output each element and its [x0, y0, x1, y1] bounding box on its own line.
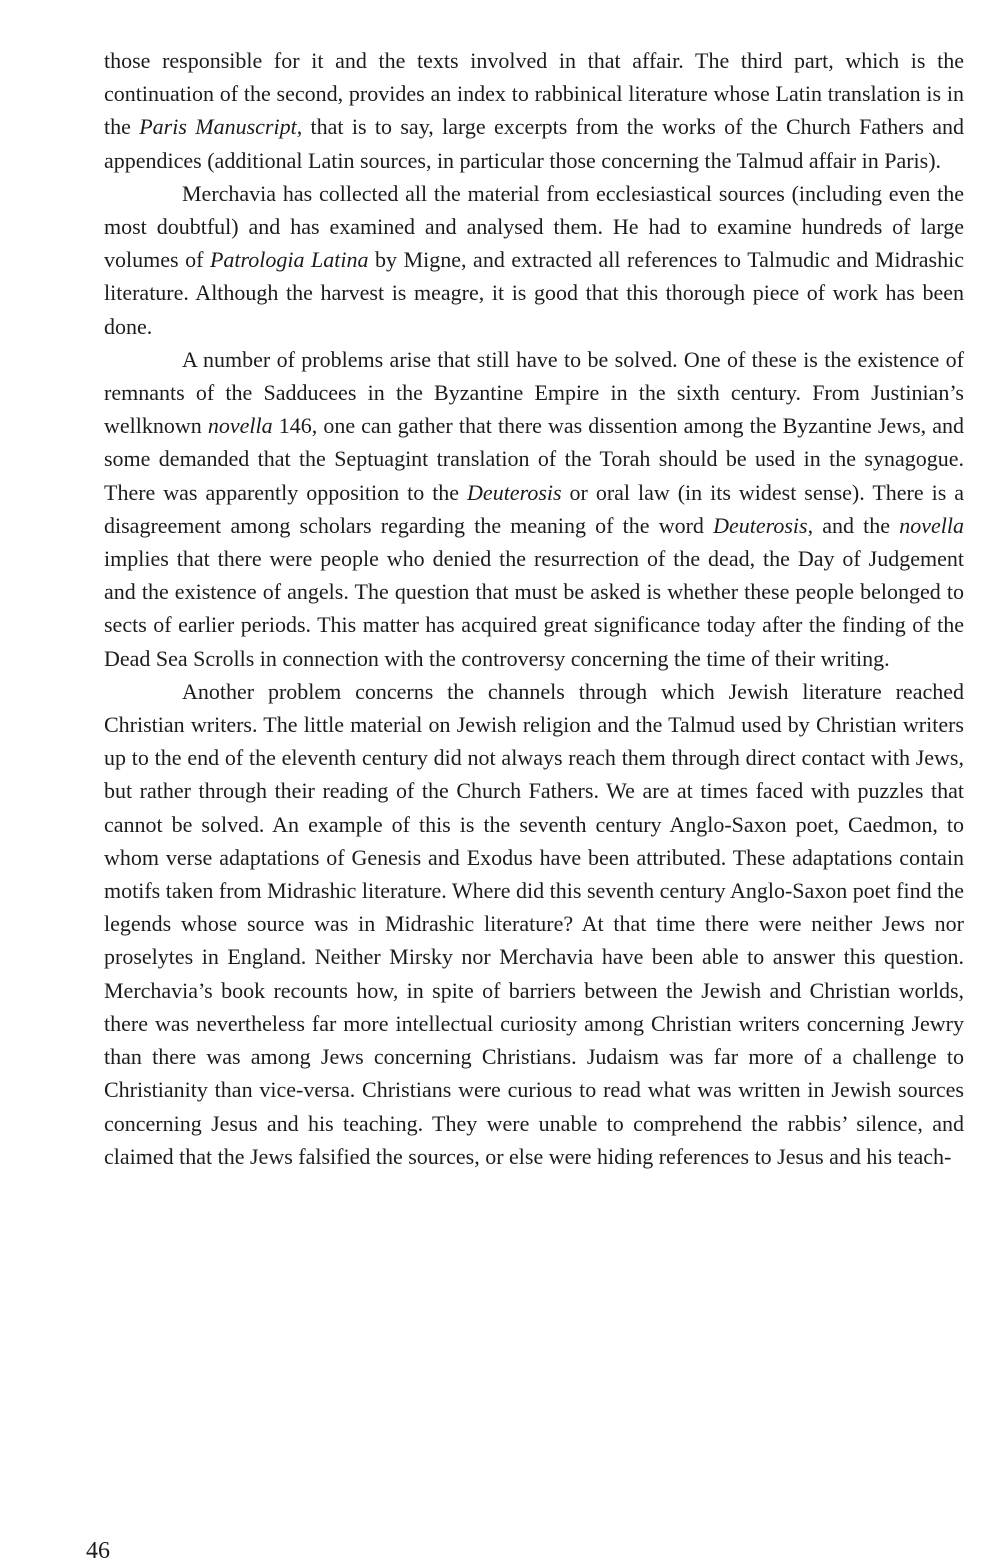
text-run: implies that there were people who denied the resurrection of the dead, the Day of Judgement and the existence of angels. The question that must be asked is whether these people belonged to sects of earlier periods. This matter has acquired great significance today after the finding of the Dead Sea Scrolls in connection with the controversy concerning the time of their writing.	[104, 546, 964, 671]
text-run: Merchavia has collected all the material from ecclesiastical sources (including even the most doubtful) and has examined and analysed them. He had to examine hundreds of large volumes of	[104, 180, 964, 273]
italic-term: novella	[899, 512, 964, 538]
text-run: 146, one can gather that there was dissention among the Byzantine Jews, and some demanded that the Septuagint translation of the Torah should be used in the synagogue. There was apparently opposition to the	[104, 413, 964, 505]
text-run: A number of problems arise that still have to be solved. One of these is the existence of remnants of the Sadducees in the Byzantine Empire in the sixth century. From Justinian’s wellknown	[104, 346, 964, 439]
page-number: 46	[86, 1538, 110, 1564]
paragraph-1	[104, 44, 964, 177]
italic-term: Patrologia Latina	[209, 247, 369, 273]
paragraph-4	[104, 675, 964, 1173]
text-run: Another problem concerns the channels through which Jewish literature reached Christian writers. The little material on Jewish religion and the Talmud used by Christian writers up to the end of the eleventh century did not always reach them through direct contact with Jews, but rather through their reading of the Church Fathers. We are at times faced with puzzles that cannot be solved. An example of this is the seventh century Anglo-Saxon poet, Caedmon, to whom verse adaptations of Genesis and Exodus have been attributed. These adaptations contain motifs taken from Midrashic literature. Where did this seventh century Anglo-Saxon poet find the legends whose source was in Midrashic literature? At that time there were neither Jews nor proselytes in England. Neither Mirsky nor Merchavia have been able to answer this question. Merchavia’s book recounts how, in spite of barriers between the Jewish and Christian worlds, there was nevertheless far more intellectual curiosity among Christian writers concerning Jewry than there was among Jews concerning Christians. Judaism was far more of a challenge to Christianity than vice-versa. Christians were curious to read what was written in Jewish sources concerning Jesus and his teaching. They were unable to comprehend the rabbis’ silence, and claimed that the Jews falsified the sources, or else were hiding references to Jesus and his teach-	[104, 678, 964, 1169]
italic-term: Deuterosis	[713, 512, 808, 538]
text-run: by Migne, and extracted all references to Talmudic and Midrashic literature. Although the harvest is meagre, it is good that this thorough piece of work has been done.	[104, 247, 965, 339]
italic-term: Paris Manuscript	[139, 114, 297, 140]
text-run: , that is to say, large excerpts from the works of the Church Fathers and appendices (additional Latin sources, in particular those concerning the Talmud affair in Paris).	[104, 114, 964, 173]
text-run: those responsible for it and the texts involved in that affair. The third part, which is the continuation of the second, provides an index to rabbinical literature whose Latin translation is in the	[104, 48, 964, 140]
paragraph-2	[104, 177, 964, 343]
italic-term: novella	[207, 413, 273, 439]
text-run: , and the	[807, 512, 900, 538]
paragraph-3	[104, 343, 964, 675]
text-run: or oral law (in its widest sense). There is a disagreement among scholars regarding the meaning of the word	[104, 479, 964, 538]
italic-term: Deuterosis	[467, 479, 562, 505]
page-body	[104, 44, 964, 1173]
